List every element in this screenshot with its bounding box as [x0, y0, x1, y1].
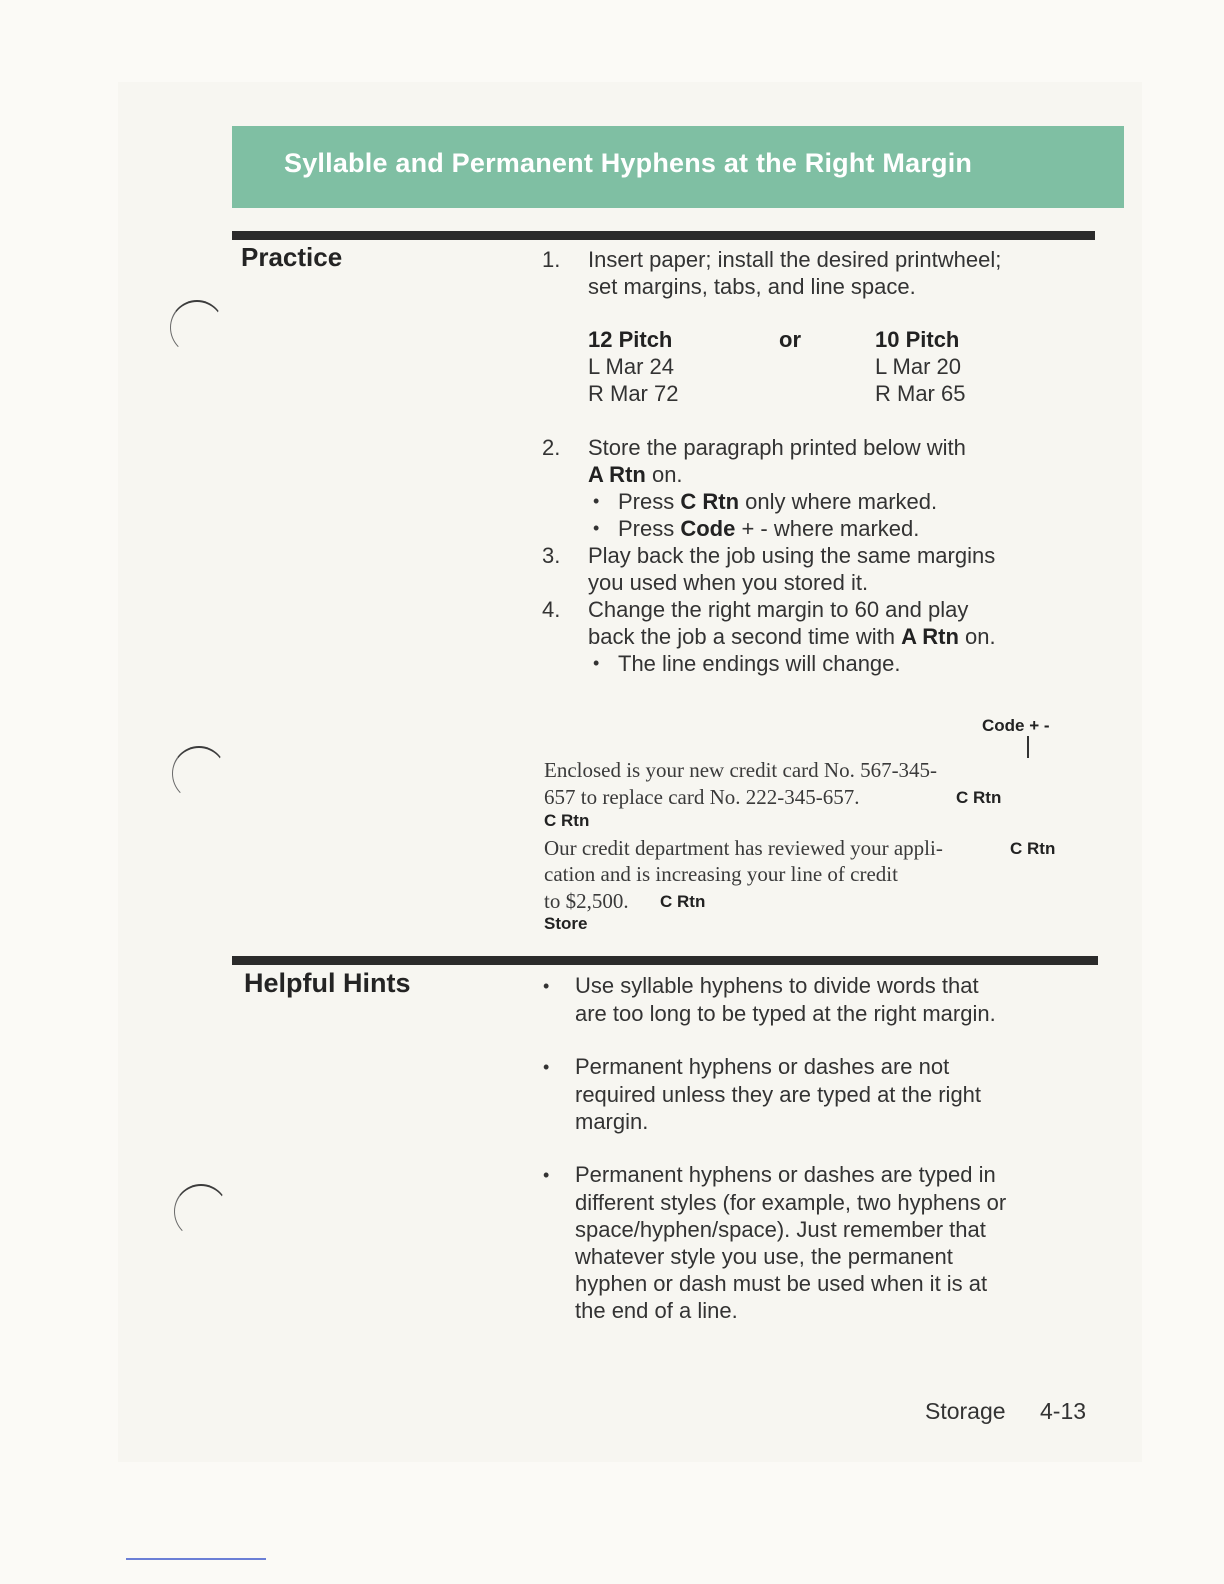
step3-line1: Play back the job using the same margins	[588, 543, 996, 568]
hint3-line2: different styles (for example, two hyphens or	[575, 1190, 1007, 1215]
sample-line2: 657 to replace card No. 222-345-657.	[544, 785, 860, 809]
step4-line1: Change the right margin to 60 and play	[588, 597, 969, 622]
bullet-dot: •	[543, 1057, 550, 1077]
sample-line5: cation and is increasing your line of credit	[544, 862, 898, 886]
step4-bullet: The line endings will change.	[618, 651, 901, 676]
bullet-dot: •	[593, 653, 600, 673]
hint3-line1: Permanent hyphens or dashes are typed in	[575, 1162, 996, 1187]
pitch-or: or	[779, 327, 801, 352]
footer-section: Storage	[925, 1398, 1006, 1424]
practice-heading: Practice	[241, 242, 343, 272]
sample-line4: Our credit department has reviewed your appli-	[544, 836, 943, 860]
step3-line2: you used when you stored it.	[588, 570, 869, 595]
step1-line1: Insert paper; install the desired printwheel;	[588, 247, 1002, 272]
binder-hole-top	[170, 300, 224, 355]
sample-line6: to $2,500.	[544, 889, 629, 913]
bullet1-pre: Press	[618, 489, 681, 514]
sample-crtn: C Rtn	[660, 892, 706, 911]
step4-line2	[588, 624, 996, 650]
step-number: 1.	[542, 247, 561, 272]
hint3-line3: space/hyphen/space). Just remember that	[575, 1217, 986, 1242]
hint1-line1: Use syllable hyphens to divide words that	[575, 973, 979, 998]
hint3-line5: hyphen or dash must be used when it is at	[575, 1271, 988, 1296]
bullet-dot: •	[593, 491, 600, 511]
binder-hole-middle	[172, 746, 226, 801]
key-code: Code	[680, 516, 736, 541]
step2-bullet2	[618, 516, 919, 542]
pitch12-right-margin: R Mar 72	[588, 381, 679, 406]
hint2-line1: Permanent hyphens or dashes are not	[575, 1054, 950, 1079]
bullet2-pre: Press	[618, 516, 681, 541]
sample-crtn: C Rtn	[956, 788, 1002, 807]
pitch12-heading: 12 Pitch	[588, 327, 673, 352]
hyphen-marker	[1027, 736, 1029, 758]
practice-rule	[232, 231, 1095, 240]
sample-store: Store	[544, 914, 588, 933]
step-number: 2.	[542, 435, 561, 460]
binder-hole-bottom	[174, 1184, 228, 1239]
pitch10-left-margin: L Mar 20	[875, 354, 962, 379]
hint2-line3: margin.	[575, 1109, 649, 1134]
hint2-line2: required unless they are typed at the right	[575, 1082, 982, 1107]
step4-line2-post: on.	[958, 624, 996, 649]
bottom-edge-line	[126, 1558, 266, 1560]
page-title: Syllable and Permanent Hyphens at the Right Margin	[284, 148, 973, 178]
key-c-rtn: C Rtn	[680, 489, 740, 514]
pitch10-right-margin: R Mar 65	[875, 381, 966, 406]
step1-line2: set margins, tabs, and line space.	[588, 274, 916, 299]
key-a-rtn: A Rtn	[901, 624, 959, 649]
title-banner	[232, 126, 1124, 208]
sample-crtn: C Rtn	[1010, 839, 1056, 858]
pitch10-heading: 10 Pitch	[875, 327, 960, 352]
step2-line2	[588, 462, 683, 488]
step-number: 3.	[542, 543, 561, 568]
step4-line2-pre: back the job a second time with	[588, 624, 902, 649]
sample-line1: Enclosed is your new credit card No. 567-345-	[544, 758, 938, 782]
bullet-dot: •	[543, 976, 550, 996]
hints-rule	[232, 956, 1098, 965]
bullet-dot: •	[593, 518, 600, 538]
pitch12-left-margin: L Mar 24	[588, 354, 675, 379]
step2-bullet1	[618, 489, 937, 515]
step2-line2-rest: on.	[645, 462, 683, 487]
step-number: 4.	[542, 597, 561, 622]
page-number: 4-13	[1040, 1398, 1087, 1424]
step2-line1: Store the paragraph printed below with	[588, 435, 966, 460]
hints-heading: Helpful Hints	[244, 968, 411, 998]
bullet-dot: •	[543, 1165, 550, 1185]
hint1-line2: are too long to be typed at the right margin.	[575, 1001, 996, 1026]
key-a-rtn: A Rtn	[588, 462, 646, 487]
code-plus-minus-label: Code + -	[982, 716, 1050, 735]
hint3-line4: whatever style you use, the permanent	[575, 1244, 953, 1269]
hint3-line6: the end of a line.	[575, 1298, 738, 1323]
sample-crtn: C Rtn	[544, 811, 590, 830]
bullet1-post: only where marked.	[739, 489, 938, 514]
bullet2-post: + - where marked.	[735, 516, 920, 541]
